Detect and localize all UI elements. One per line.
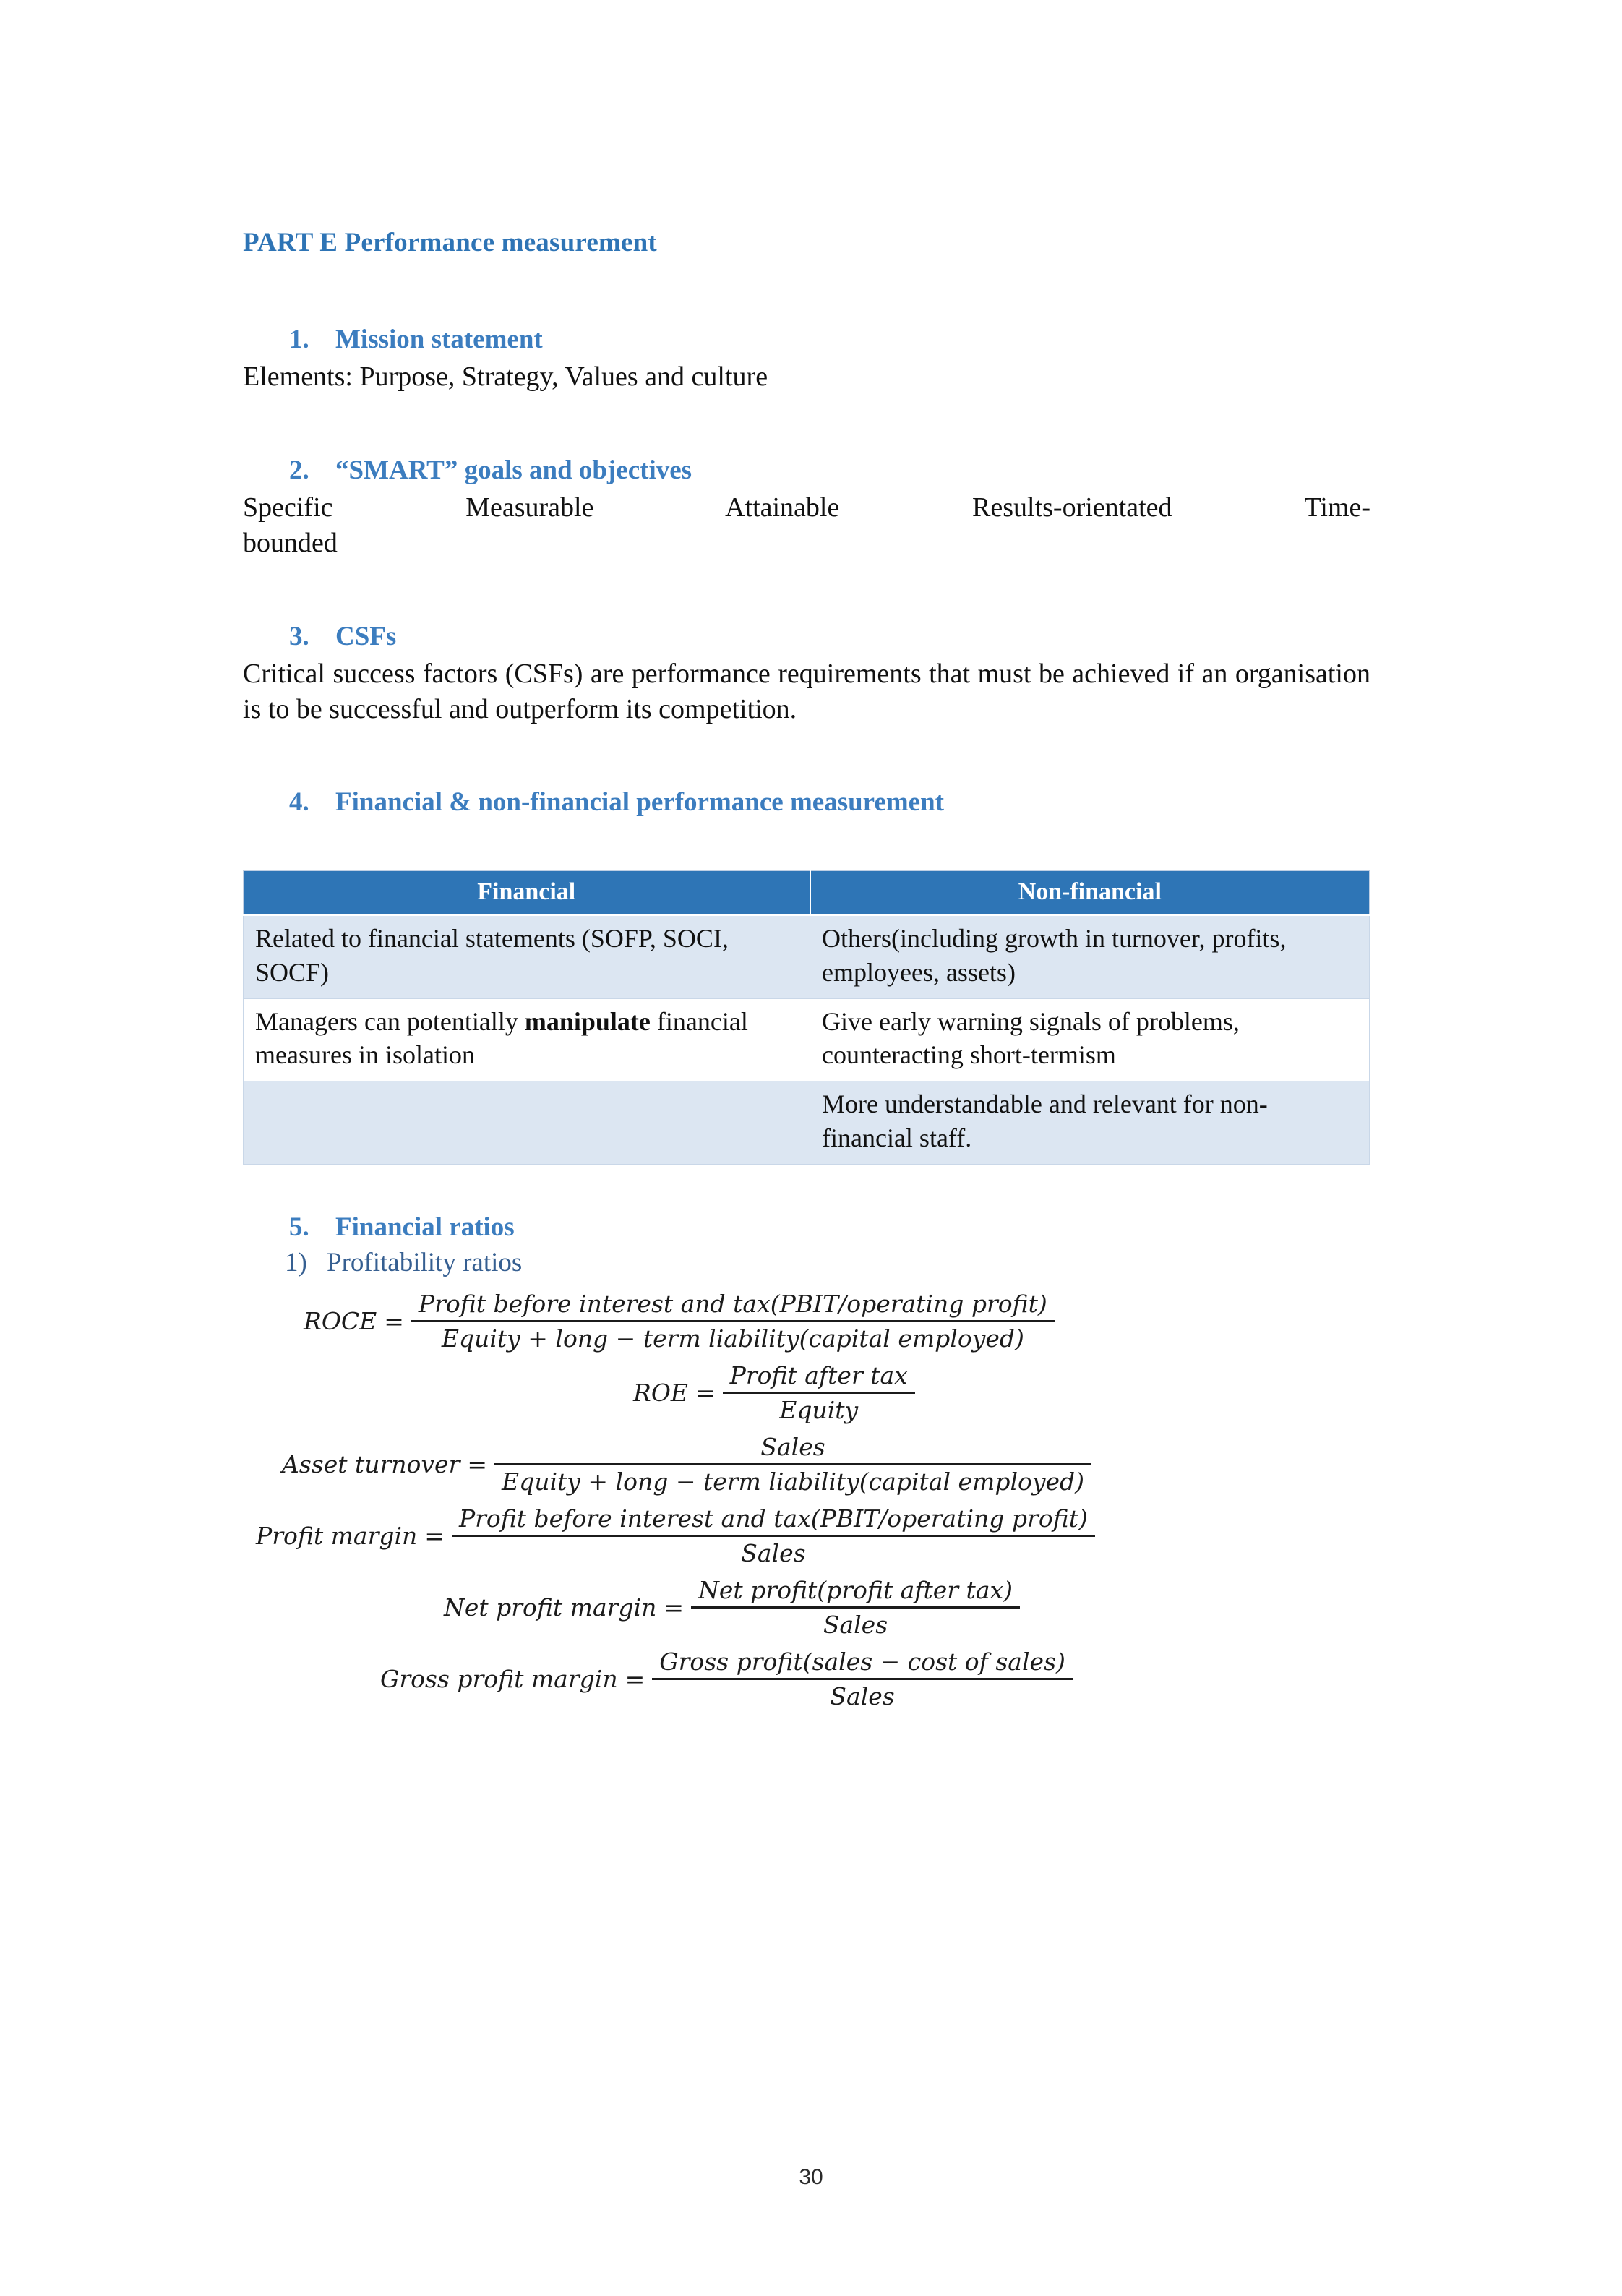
smart-term: Specific bbox=[243, 492, 333, 523]
cell-text-emphasis: manipulate bbox=[524, 1006, 651, 1036]
smart-terms-line bbox=[243, 490, 1370, 526]
formula-lhs: Asset turnover bbox=[282, 1449, 460, 1478]
spacer bbox=[243, 561, 1370, 622]
table-cell-non-financial: More understandable and relevant for non-financial staff. bbox=[810, 1081, 1370, 1165]
fraction bbox=[494, 1433, 1091, 1496]
sub-list-label: Profitability ratios bbox=[327, 1248, 523, 1278]
fraction bbox=[411, 1290, 1055, 1353]
fraction-numerator: Gross profit(sales − cost of sales) bbox=[659, 1647, 1065, 1676]
table-row bbox=[244, 998, 1370, 1081]
formula-net-profit-margin bbox=[444, 1576, 1370, 1639]
smart-term: Results-orientated bbox=[972, 492, 1172, 523]
fraction-denominator: Equity + long − term liability(capital employed) bbox=[502, 1467, 1085, 1496]
section-marker: 1. bbox=[289, 324, 309, 354]
formula-roce bbox=[304, 1290, 1370, 1353]
fraction bbox=[723, 1361, 915, 1424]
financial-vs-nonfinancial-table bbox=[243, 870, 1370, 1165]
sub-list-marker: 1) bbox=[285, 1248, 307, 1278]
table-header-row bbox=[244, 871, 1370, 916]
table-cell-financial: Related to financial statements (SOFP, SOCI, SOCF) bbox=[244, 915, 810, 998]
fraction-denominator: Equity bbox=[779, 1395, 859, 1424]
sub-list-item-profitability-ratios bbox=[243, 1247, 1370, 1279]
fraction bbox=[452, 1504, 1095, 1567]
fraction-denominator: Sales bbox=[830, 1682, 895, 1710]
section-heading-financial-ratios bbox=[243, 1212, 1370, 1243]
fraction-numerator: Sales bbox=[760, 1432, 825, 1461]
smart-term: Measurable bbox=[465, 492, 594, 523]
section-marker: 4. bbox=[289, 787, 309, 818]
formula-lhs: ROCE bbox=[304, 1306, 377, 1335]
section-heading-label: CSFs bbox=[335, 621, 397, 651]
formula-gross-profit-margin bbox=[380, 1648, 1370, 1710]
equals-sign: = bbox=[467, 1449, 487, 1478]
formula-lhs: Gross profit margin bbox=[380, 1664, 618, 1693]
section-heading-label: “SMART” goals and objectives bbox=[335, 455, 692, 485]
equals-sign: = bbox=[664, 1593, 685, 1622]
equals-sign: = bbox=[384, 1306, 404, 1335]
fraction-denominator: Sales bbox=[741, 1538, 806, 1567]
formula-roe bbox=[633, 1361, 1370, 1424]
formula-profit-margin bbox=[256, 1504, 1370, 1567]
fraction-denominator: Equity + long − term liability(capital employed) bbox=[441, 1324, 1024, 1353]
formula-list bbox=[243, 1290, 1370, 1710]
equals-sign: = bbox=[695, 1378, 716, 1407]
section-heading-label: Financial & non-financial performance measurement bbox=[335, 787, 945, 818]
section-heading-smart-goals bbox=[243, 455, 1370, 487]
page-number: 30 bbox=[799, 2165, 823, 2189]
equals-sign: = bbox=[625, 1664, 645, 1693]
page-title: PART E Performance measurement bbox=[243, 228, 657, 257]
table-cell-non-financial: Give early warning signals of problems, counteracting short-termism bbox=[810, 998, 1370, 1081]
fraction-denominator: Sales bbox=[823, 1610, 888, 1639]
section-heading-label: Mission statement bbox=[335, 324, 543, 354]
fraction-numerator: Profit after tax bbox=[729, 1361, 908, 1389]
smart-terms-wrap: bounded bbox=[243, 528, 338, 559]
smart-term: Attainable bbox=[725, 492, 840, 523]
table-row bbox=[244, 915, 1370, 998]
formula-lhs: Profit margin bbox=[256, 1521, 418, 1550]
spacer bbox=[243, 823, 1370, 870]
mission-statement-body: Elements: Purpose, Strategy, Values and culture bbox=[243, 361, 768, 393]
formula-lhs: Net profit margin bbox=[444, 1593, 657, 1622]
fraction bbox=[652, 1648, 1073, 1710]
cell-text-suffix: financial measures in isolation bbox=[255, 1006, 748, 1070]
smart-term: Time- bbox=[1304, 492, 1371, 523]
section-heading-mission-statement bbox=[243, 325, 1370, 356]
table-column-header-financial: Financial bbox=[244, 871, 810, 916]
fraction bbox=[691, 1576, 1020, 1639]
equals-sign: = bbox=[424, 1521, 445, 1550]
fraction-numerator: Profit before interest and tax(PBIT/operating profit) bbox=[418, 1289, 1047, 1318]
formula-lhs: ROE bbox=[633, 1378, 688, 1407]
section-heading-csfs bbox=[243, 622, 1370, 653]
section-heading-financial-nonfinancial bbox=[243, 787, 1370, 818]
spacer bbox=[243, 727, 1370, 787]
cell-text-prefix: Managers can potentially bbox=[255, 1006, 525, 1036]
table-column-header-non-financial: Non-financial bbox=[810, 871, 1370, 916]
table-row bbox=[244, 1081, 1370, 1165]
table-cell-financial-empty bbox=[244, 1081, 810, 1165]
page-content bbox=[243, 228, 1370, 1719]
formula-asset-turnover bbox=[282, 1433, 1370, 1496]
spacer bbox=[243, 1165, 1370, 1212]
section-marker: 2. bbox=[289, 455, 309, 485]
spacer bbox=[243, 395, 1370, 455]
fraction-numerator: Net profit(profit after tax) bbox=[698, 1575, 1013, 1604]
section-marker: 3. bbox=[289, 621, 309, 651]
section-heading-label: Financial ratios bbox=[335, 1212, 515, 1242]
table-cell-financial bbox=[244, 998, 810, 1081]
fraction-numerator: Profit before interest and tax(PBIT/operating profit) bbox=[458, 1504, 1088, 1533]
table-cell-non-financial: Others(including growth in turnover, profits, employees, assets) bbox=[810, 915, 1370, 998]
csfs-body: Critical success factors (CSFs) are performance requirements that must be achieved if an organisation is to be successful and outperform its competition. bbox=[243, 659, 1370, 724]
section-marker: 5. bbox=[289, 1212, 309, 1242]
